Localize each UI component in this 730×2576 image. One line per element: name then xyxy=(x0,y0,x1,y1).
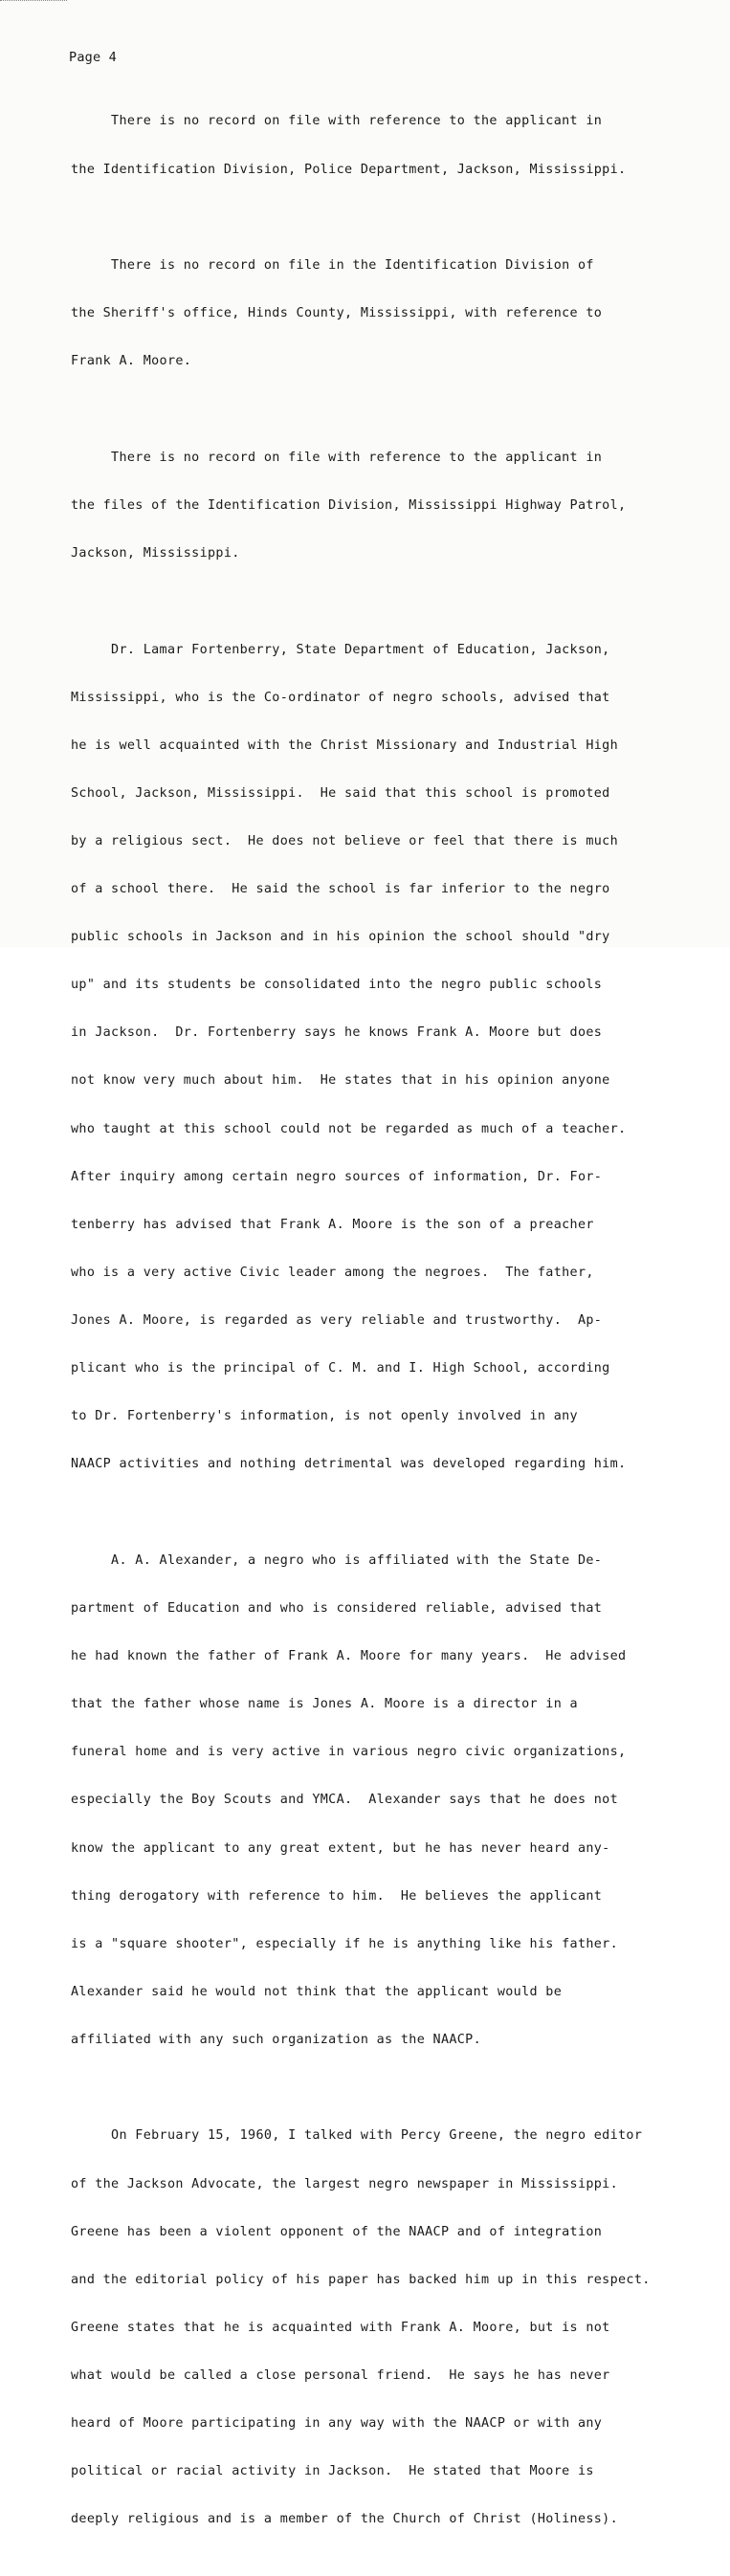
text-line: Jones A. Moore, is regarded as very reliable and trustworthy. Ap- xyxy=(71,1313,603,1329)
text-line: political or racial activity in Jackson. He stated that Moore is xyxy=(71,2464,594,2479)
text-line: There is no record on file with reference to the applicant in xyxy=(71,450,603,465)
text-line: Alexander said he would not think that the applicant would be xyxy=(71,1984,563,1999)
paragraph-fortenberry xyxy=(71,610,702,1505)
text-line: NAACP activities and nothing detrimental was developed regarding him. xyxy=(71,1457,627,1472)
text-line: know the applicant to any great extent, but he has never heard any- xyxy=(71,1840,610,1856)
text-line: in Jackson. Dr. Fortenberry says he knows Frank A. Moore but does xyxy=(71,1025,603,1041)
text-line: There is no record on file with reference to the applicant in xyxy=(71,114,603,129)
text-line: up" and its students be consolidated into the negro public schools xyxy=(71,978,603,993)
text-line: Mississippi, who is the Co-ordinator of negro schools, advised that xyxy=(71,690,610,705)
text-line: to Dr. Fortenberry's information, is not openly involved in any xyxy=(71,1409,578,1424)
text-line: is a "square shooter", especially if he is anything like his father. xyxy=(71,1936,619,1951)
text-line: A. A. Alexander, a negro who is affiliated with the State De- xyxy=(71,1552,603,1568)
text-line: of the Jackson Advocate, the largest negro newspaper in Mississippi. xyxy=(71,2176,619,2191)
text-line: thing derogatory with reference to him. He believes the applicant xyxy=(71,1888,603,1904)
text-line: Greene states that he is acquainted with Frank A. Moore, but is not xyxy=(71,2320,610,2335)
scan-corner-mark xyxy=(0,0,67,5)
text-line: who taught at this school could not be regarded as much of a teacher. xyxy=(71,1121,627,1136)
text-line: On February 15, 1960, I talked with Percy Greene, the negro editor xyxy=(71,2128,643,2144)
text-line: the files of the Identification Division, Mississippi Highway Patrol, xyxy=(71,497,627,513)
text-line: funeral home and is very active in various negro civic organizations, xyxy=(71,1745,627,1760)
paragraph-alexander xyxy=(71,1521,702,2081)
text-line: not know very much about him. He states that in his opinion anyone xyxy=(71,1073,610,1089)
text-line: what would be called a close personal friend. He says he has never xyxy=(71,2368,610,2384)
paragraph-sheriff-record xyxy=(71,227,702,403)
text-line: Jackson, Mississippi. xyxy=(71,545,240,561)
text-line: deeply religious and is a member of the Church of Christ (Holiness). xyxy=(71,2512,619,2527)
text-line: by a religious sect. He does not believe or feel that there is much xyxy=(71,833,619,848)
text-line: he is well acquainted with the Christ Missionary and Industrial High xyxy=(71,738,619,753)
text-line: heard of Moore participating in any way with the NAACP or with any xyxy=(71,2416,603,2432)
text-line: Frank A. Moore. xyxy=(71,354,192,369)
text-line: Dr. Lamar Fortenberry, State Department of Education, Jackson, xyxy=(71,642,610,657)
text-line: There is no record on file in the Identification Division of xyxy=(71,258,594,274)
text-line: partment of Education and who is considered reliable, advised that xyxy=(71,1600,603,1616)
text-line: the Identification Division, Police Department, Jackson, Mississippi. xyxy=(71,162,627,177)
document-body xyxy=(71,82,702,2576)
paragraph-highway-patrol-record xyxy=(71,418,702,594)
text-line: and the editorial policy of his paper has backed him up in this respect. xyxy=(71,2272,651,2287)
text-line: tenberry has advised that Frank A. Moore is the son of a preacher xyxy=(71,1217,594,1232)
text-line: public schools in Jackson and in his opinion the school should "dry xyxy=(71,930,610,945)
text-line: he had known the father of Frank A. Moore for many years. He advised xyxy=(71,1649,627,1664)
text-line: Greene has been a violent opponent of the NAACP and of integration xyxy=(71,2224,603,2239)
page-number: Page 4 xyxy=(69,50,117,65)
text-line: that the father whose name is Jones A. Moore is a director in a xyxy=(71,1697,578,1712)
text-line: who is a very active Civic leader among the negroes. The father, xyxy=(71,1265,594,1280)
paragraph-greene xyxy=(71,2097,702,2560)
text-line: School, Jackson, Mississippi. He said that this school is promoted xyxy=(71,785,610,801)
text-line: the Sheriff's office, Hinds County, Mississippi, with reference to xyxy=(71,306,603,321)
text-line: of a school there. He said the school is far inferior to the negro xyxy=(71,882,610,897)
text-line: affiliated with any such organization as the NAACP. xyxy=(71,2032,482,2047)
text-line: After inquiry among certain negro sources of information, Dr. For- xyxy=(71,1169,603,1184)
text-line: especially the Boy Scouts and YMCA. Alexander says that he does not xyxy=(71,1793,619,1808)
paragraph-police-record xyxy=(71,82,702,210)
text-line: plicant who is the principal of C. M. and I. High School, according xyxy=(71,1361,610,1376)
